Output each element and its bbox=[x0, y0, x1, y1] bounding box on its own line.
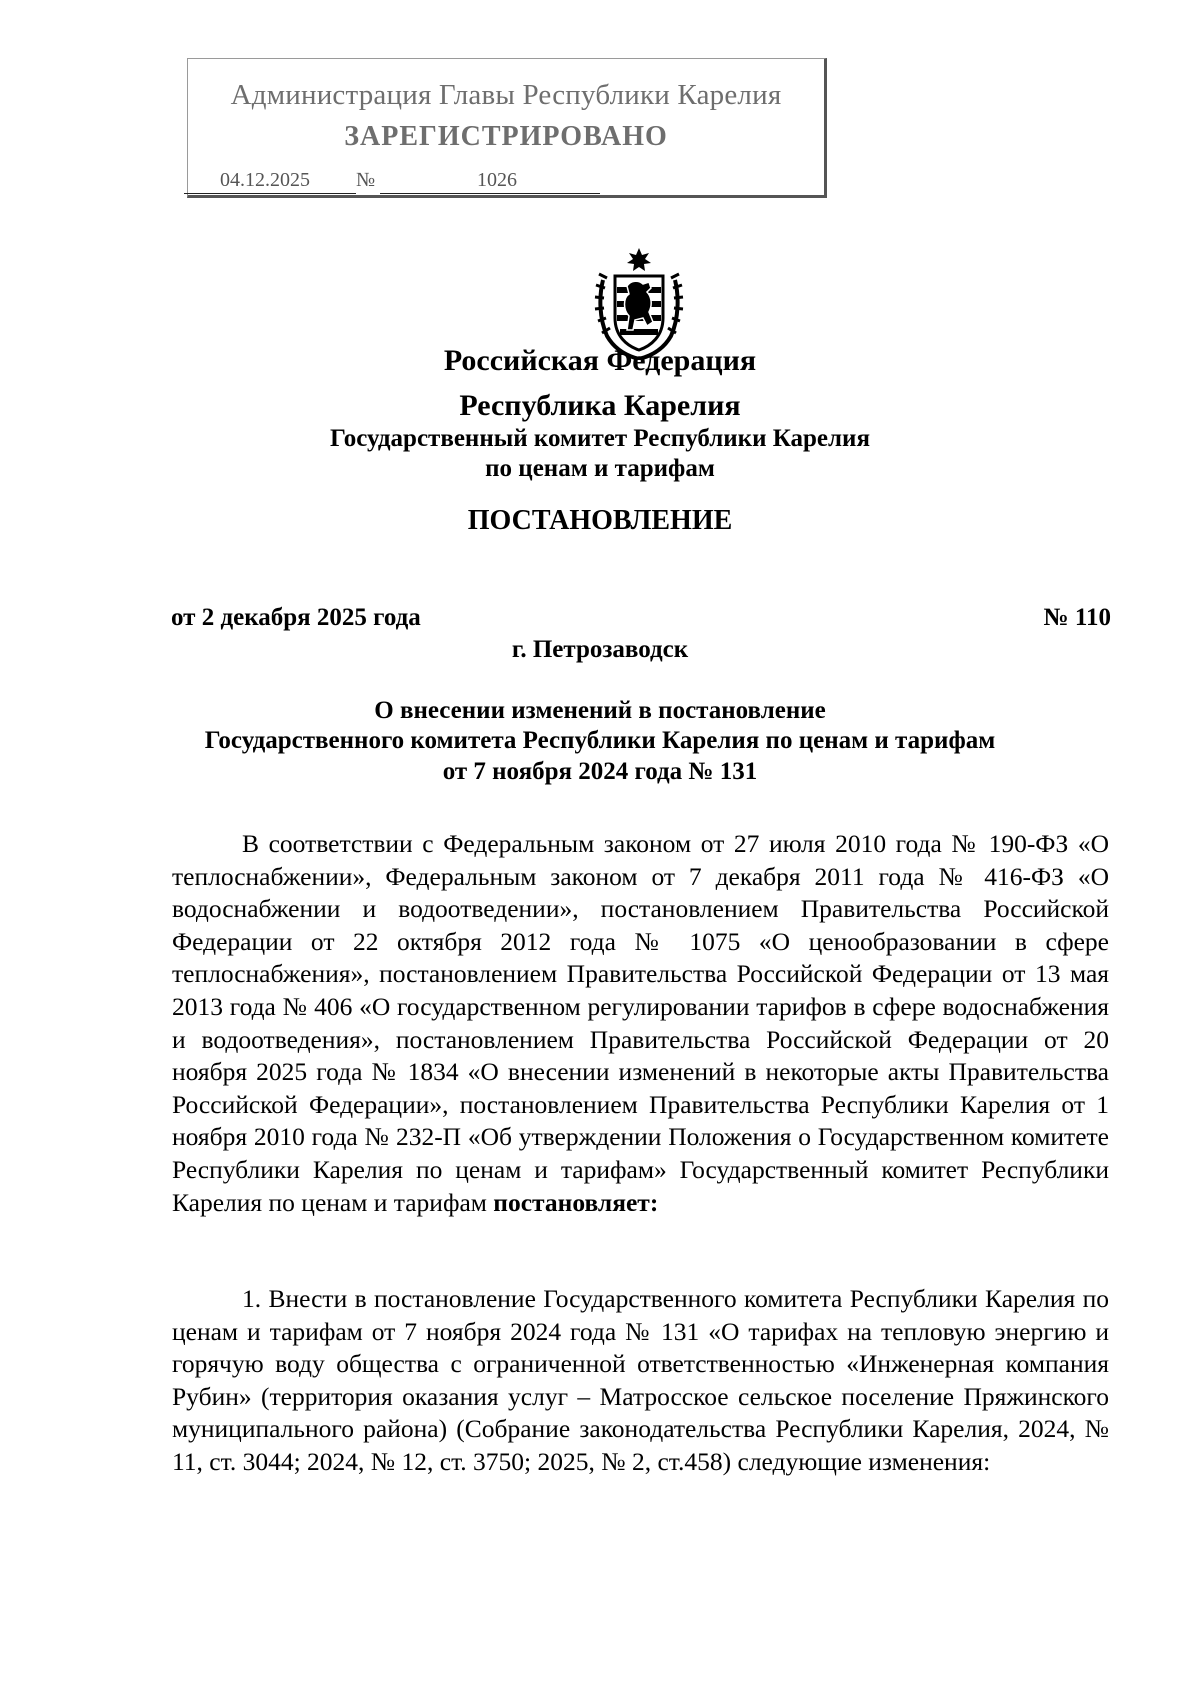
country-title: Российская Федерация bbox=[443, 344, 757, 377]
committee-title-line1: Государственный комитет Республики Карелия bbox=[330, 425, 870, 452]
stamp-authority: Администрация Главы Республики Карелия bbox=[230, 79, 782, 111]
stamp-number: 1026 bbox=[477, 169, 517, 191]
stamp-registration-line bbox=[184, 169, 604, 195]
subject-line1: О внесении изменений в постановление bbox=[374, 697, 826, 724]
stamp-registered-label: ЗАРЕГИСТРИРОВАНО bbox=[344, 121, 668, 152]
karelia-coat-of-arms-icon bbox=[593, 246, 685, 360]
document-date: от 2 декабря 2025 года bbox=[171, 604, 421, 631]
preamble-text: В соответствии с Федеральным законом от 27 июля 2010 года № 190-ФЗ «О теплоснабжении», Федеральным законом от 7 декабря 2011 года № 416-ФЗ «О водоснабжении и водоотведении», постановлением Правительства Российской Федерации от 22 октября 2012 года № 1075 «О ценообразовании в сфере теплоснабжения», постановлением Правительства Российской Федерации от 13 мая 2013 года № 406 «О государственном регулировании тарифов в сфере водоснабжения и водоотведения», постановлением Правительства Российской Федерации от 20 ноября 2025 года № 1834 «О внесении изменений в некоторые акты Правительства Российской Федерации», постановлением Правительства Республики Карелия от 1 ноября 2010 года № 232-П «Об утверждении Положения о Государственном комитете Республики Карелия по ценам и тарифам» Государственный комитет Республики Карелия по ценам и тарифам bbox=[172, 829, 1109, 1217]
preamble-paragraph bbox=[172, 828, 1109, 1219]
document-type: ПОСТАНОВЛЕНИЕ bbox=[467, 505, 733, 536]
republic-title: Республика Карелия bbox=[459, 389, 741, 422]
document-number: № 110 bbox=[1043, 604, 1111, 631]
document-city: г. Петрозаводск bbox=[511, 636, 689, 663]
stamp-date: 04.12.2025 bbox=[220, 169, 310, 191]
item-1-text: 1. Внести в постановление Государственного комитета Республики Карелия по ценам и тарифам от 7 ноября 2024 года № 131 «О тарифах на тепловую энергию и горячую воду общества с ограниченной ответственностью «Инженерная компания Рубин» (территория оказания услуг – Матросское сельское поселение Пряжинского муниципального района) (Собрание законодательства Республики Карелия, 2024, № 11, ст. 3044; 2024, № 12, ст. 3750; 2025, № 2, ст.458) следующие изменения: bbox=[172, 1284, 1109, 1476]
committee-title-line2: по ценам и тарифам bbox=[485, 455, 715, 482]
subject-line2: Государственного комитета Республики Карелия по ценам и тарифам bbox=[204, 727, 996, 754]
stamp-number-sign: № bbox=[356, 169, 376, 191]
registration-stamp bbox=[187, 58, 827, 198]
resolves-keyword: постановляет: bbox=[493, 1187, 659, 1217]
subject-line3: от 7 ноября 2024 года № 131 bbox=[442, 758, 758, 785]
item-1-paragraph bbox=[172, 1283, 1109, 1479]
